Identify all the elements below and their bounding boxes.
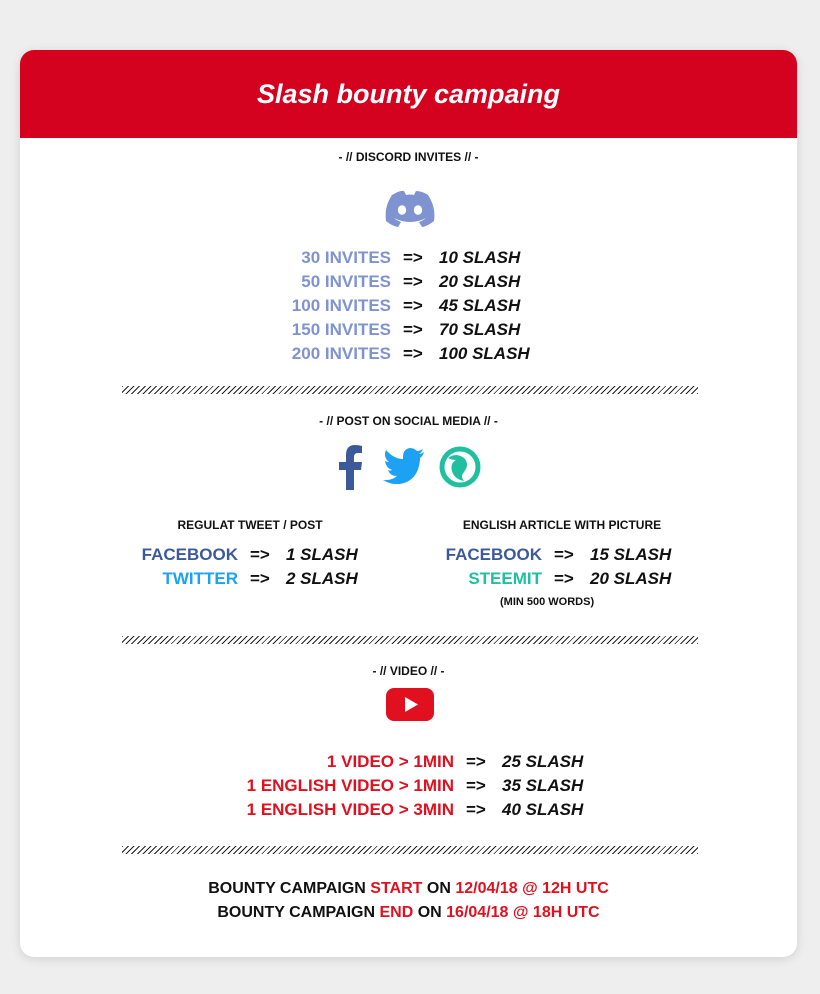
youtube-icon — [386, 688, 434, 721]
end-keyword: END — [379, 904, 414, 921]
video-row — [20, 776, 797, 798]
campaign-start-line — [20, 880, 797, 898]
facebook-label: FACEBOOK — [141, 545, 238, 564]
twitter-icon — [383, 448, 425, 484]
social-row — [20, 545, 797, 567]
article-title: ENGLISH ARTICLE WITH PICTURE — [462, 518, 662, 532]
arrow: => — [554, 545, 574, 564]
bounty-card — [20, 50, 797, 957]
steemit-label: STEEMIT — [468, 569, 542, 588]
hatched-divider — [122, 846, 698, 854]
video-requirement: 1 VIDEO > 1MIN — [326, 752, 454, 771]
reward-value: 45 SLASH — [439, 296, 521, 315]
arrow: => — [403, 320, 423, 339]
arrow: => — [554, 569, 574, 588]
reward-value: 70 SLASH — [439, 320, 521, 339]
arrow: => — [250, 569, 270, 588]
video-heading: - // VIDEO // - — [372, 664, 445, 678]
arrow: => — [466, 776, 486, 795]
discord-heading: - // DISCORD INVITES // - — [338, 150, 479, 164]
invites-label: 200 INVITES — [291, 344, 391, 363]
arrow: => — [403, 344, 423, 363]
arrow: => — [403, 248, 423, 267]
start-keyword: START — [370, 880, 423, 897]
reward-value: 10 SLASH — [439, 248, 521, 267]
arrow: => — [250, 545, 270, 564]
reward-value: 2 SLASH — [286, 569, 358, 588]
invites-label: 100 INVITES — [291, 296, 391, 315]
reward-value: 40 SLASH — [502, 800, 584, 819]
arrow: => — [466, 800, 486, 819]
arrow: => — [403, 272, 423, 291]
reward-value: 35 SLASH — [502, 776, 584, 795]
video-row — [20, 752, 797, 774]
video-requirement: 1 ENGLISH VIDEO > 1MIN — [246, 776, 454, 795]
facebook-label: FACEBOOK — [445, 545, 542, 564]
reward-value: 1 SLASH — [286, 545, 358, 564]
discord-row — [20, 320, 797, 342]
reward-value: 15 SLASH — [590, 545, 672, 564]
reward-value: 20 SLASH — [590, 569, 672, 588]
header-banner — [20, 50, 797, 138]
facebook-icon — [336, 444, 364, 490]
start-on: ON — [426, 880, 451, 897]
invites-label: 150 INVITES — [291, 320, 391, 339]
reward-value: 25 SLASH — [502, 752, 584, 771]
end-prefix: BOUNTY CAMPAIGN — [217, 904, 376, 921]
discord-row — [20, 296, 797, 318]
video-row — [20, 800, 797, 822]
discord-icon — [382, 189, 438, 229]
video-requirement: 1 ENGLISH VIDEO > 3MIN — [246, 800, 454, 819]
campaign-end-line — [20, 904, 797, 922]
social-heading: - // POST ON SOCIAL MEDIA // - — [319, 414, 498, 428]
twitter-label: TWITTER — [162, 569, 238, 588]
hatched-divider — [122, 386, 698, 394]
regular-post-title: REGULAT TWEET / POST — [177, 518, 323, 532]
social-row — [20, 569, 797, 591]
min-words-note: (MIN 500 WORDS) — [500, 596, 595, 608]
end-date: 16/04/18 @ 18H UTC — [446, 904, 600, 921]
discord-row — [20, 272, 797, 294]
invites-label: 50 INVITES — [301, 272, 391, 291]
hatched-divider — [122, 636, 698, 644]
invites-label: 30 INVITES — [301, 248, 391, 267]
reward-value: 100 SLASH — [439, 344, 530, 363]
discord-row — [20, 344, 797, 366]
start-date: 12/04/18 @ 12H UTC — [455, 880, 609, 897]
page-title: Slash bounty campaing — [256, 78, 561, 109]
discord-row — [20, 248, 797, 270]
arrow: => — [466, 752, 486, 771]
start-prefix: BOUNTY CAMPAIGN — [208, 880, 366, 897]
arrow: => — [403, 296, 423, 315]
reward-value: 20 SLASH — [439, 272, 521, 291]
steemit-icon — [438, 446, 482, 488]
end-on: ON — [417, 904, 442, 921]
